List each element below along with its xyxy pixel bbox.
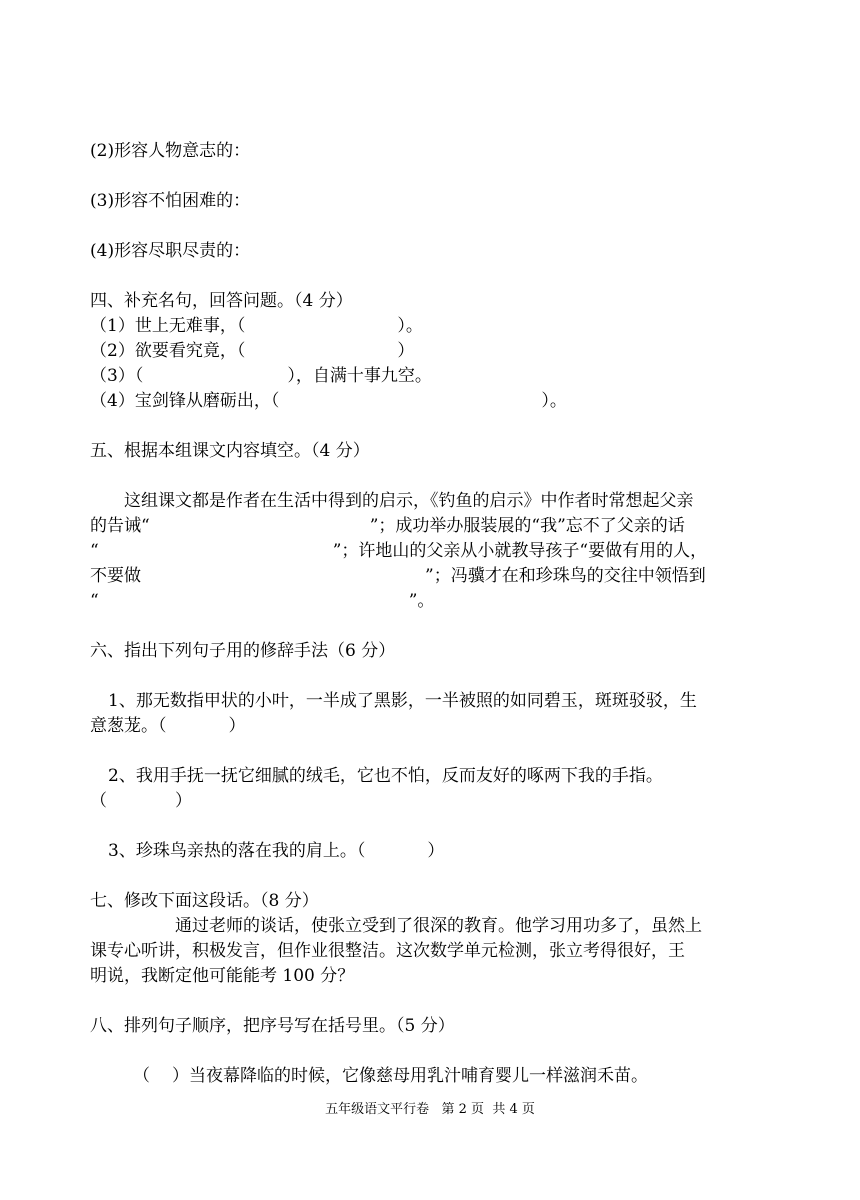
section-5-line-3: “ ”；许地山的父亲从小就教导孩子“要做有用的人， — [90, 541, 708, 561]
section-5-heading: 五、根据本组课文内容填空。（4 分） — [90, 441, 370, 461]
section-7-line-1: 通过老师的谈话，使张立受到了很深的教育。他学习用功多了，虽然上 — [175, 916, 702, 936]
rhetoric-item-1-line-1: 1、那无数指甲状的小叶，一半成了黑影，一半被照的如同碧玉，斑斑驳驳，生 — [108, 691, 697, 711]
section-5-line-2: 的告诫“ ”；成功举办服装展的“我”忘不了父亲的话 — [90, 516, 685, 536]
quote-item-3: （3）（ ），自满十事九空。 — [90, 366, 432, 386]
rhetoric-item-3: 3、珍珠鸟亲热的落在我的肩上。（ ） — [108, 841, 445, 861]
page-footer: 五年级语文平行卷 第 2 页 共 4 页 — [325, 1102, 535, 1117]
quote-item-2: （2）欲要看究竟，（ ） — [90, 341, 415, 361]
section-8-heading: 八、排列句子顺序，把序号写在括号里。（5 分） — [90, 1016, 455, 1036]
section-4-heading: 四、补充名句，回答问题。（4 分） — [90, 291, 353, 311]
rhetoric-item-1-line-2: 意葱茏。（ ） — [90, 716, 246, 736]
ordering-item-1: （ ）当夜幕降临的时候，它像慈母用乳汁哺育婴儿一样滋润禾苗。 — [133, 1066, 648, 1086]
section-5-line-4: 不要做 ”；冯骥才在和珍珠鸟的交往中领悟到 — [90, 566, 706, 586]
rhetoric-item-2-line-2: （ ） — [90, 791, 192, 811]
quote-item-1: （1）世上无难事，（ ）。 — [90, 316, 423, 336]
section-5-line-1: 这组课文都是作者在生活中得到的启示，《钓鱼的启示》中作者时常想起父亲 — [124, 491, 694, 511]
section-6-heading: 六、指出下列句子用的修辞手法（6 分） — [90, 641, 396, 661]
section-7-line-2: 课专心听讲，积极发言，但作业很整洁。这次数学单元检测，张立考得很好，王 — [90, 941, 685, 961]
vocab-item-2: (2)形容人物意志的： — [90, 141, 251, 161]
vocab-item-4: (4)形容尽职尽责的： — [90, 241, 251, 261]
quote-item-4: （4）宝剑锋从磨砺出，（ ）。 — [90, 391, 567, 411]
section-5-line-5: “ ”。 — [90, 591, 435, 611]
rhetoric-item-2-line-1: 2、我用手抚一抚它细腻的绒毛，它也不怕，反而友好的啄两下我的手指。 — [108, 766, 663, 786]
section-7-heading: 七、修改下面这段话。（8 分） — [90, 891, 319, 911]
vocab-item-3: (3)形容不怕困难的： — [90, 191, 251, 211]
section-7-line-3: 明说，我断定他可能能考 100 分？ — [90, 966, 355, 986]
